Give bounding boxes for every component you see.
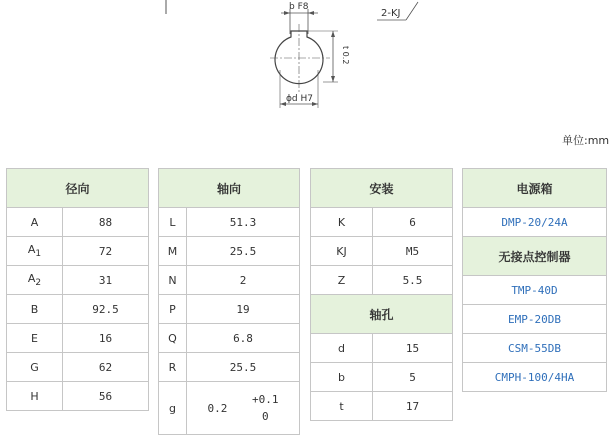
row-key-text: A xyxy=(30,215,39,229)
table-row xyxy=(7,266,149,295)
table-row xyxy=(311,392,453,421)
table-row xyxy=(311,208,453,237)
table-row xyxy=(159,353,300,382)
table-row xyxy=(7,382,149,411)
table-row xyxy=(311,266,453,295)
row-key-subscript: 2 xyxy=(35,278,42,289)
table-row xyxy=(7,324,149,353)
row-key-text: K xyxy=(337,215,346,229)
row-key-text: E xyxy=(31,331,38,345)
power-supply-table xyxy=(462,168,607,392)
row-key-text: M xyxy=(167,244,178,258)
row-key xyxy=(159,295,187,324)
g-tolerance-cell xyxy=(187,382,300,435)
table-row xyxy=(159,237,300,266)
row-value: 51.3 xyxy=(187,208,300,237)
tolerance-lower: 0 xyxy=(261,410,269,423)
row-key-text: KJ xyxy=(336,244,347,258)
row-key xyxy=(159,266,187,295)
row-key xyxy=(311,334,373,363)
row-value: 6.8 xyxy=(187,324,300,353)
row-key xyxy=(311,208,373,237)
table-row xyxy=(7,353,149,382)
row-key-text: A xyxy=(27,271,36,285)
row-key-text: H xyxy=(30,389,39,403)
row-key: g xyxy=(159,382,187,435)
row-value: 25.5 xyxy=(187,353,300,382)
row-key xyxy=(7,266,63,295)
table-row xyxy=(311,363,453,392)
row-value: 88 xyxy=(63,208,149,237)
table-row xyxy=(7,208,149,237)
table-row xyxy=(311,237,453,266)
table-row xyxy=(159,324,300,353)
row-key xyxy=(311,266,373,295)
row-value: 5 xyxy=(373,363,453,392)
row-key-text: L xyxy=(169,215,176,229)
bore-diameter-label: ϕd H7 xyxy=(286,94,314,104)
row-value: 0.2 xyxy=(207,401,228,415)
install-dimensions-table xyxy=(310,168,453,421)
tolerance xyxy=(252,391,279,425)
row-value: 25.5 xyxy=(187,237,300,266)
radial-dimensions-table xyxy=(6,168,149,411)
row-key-subscript: 1 xyxy=(35,249,42,260)
unit-label: 单位:mm xyxy=(562,134,610,147)
row-key xyxy=(7,353,63,382)
table-row xyxy=(159,382,300,435)
row-value: 5.5 xyxy=(373,266,453,295)
table-row xyxy=(7,295,149,324)
table-row xyxy=(159,295,300,324)
row-key-text: R xyxy=(168,360,177,374)
row-value: 15 xyxy=(373,334,453,363)
row-key xyxy=(159,208,187,237)
table-row xyxy=(7,237,149,266)
row-key xyxy=(7,295,63,324)
row-value: 72 xyxy=(63,237,149,266)
row-key xyxy=(7,324,63,353)
row-key-text: b xyxy=(338,370,345,384)
shaft-bore-drawing xyxy=(0,0,613,120)
table-row xyxy=(311,334,453,363)
keyway-depth-label: t 0.2 xyxy=(341,46,350,65)
row-value: 16 xyxy=(63,324,149,353)
table-row xyxy=(463,363,607,392)
row-key-text: d xyxy=(338,341,345,355)
key-width-label: b F8 xyxy=(289,2,309,12)
row-key xyxy=(7,208,63,237)
controller-model-link[interactable]: TMP-40D xyxy=(463,276,607,305)
table-row xyxy=(463,334,607,363)
row-key xyxy=(7,237,63,266)
bore-header: 轴孔 xyxy=(311,295,453,334)
row-key xyxy=(311,392,373,421)
row-value: 92.5 xyxy=(63,295,149,324)
controller-header: 无接点控制器 xyxy=(463,237,607,276)
row-key-text: B xyxy=(30,302,39,316)
row-value: 2 xyxy=(187,266,300,295)
row-value: M5 xyxy=(373,237,453,266)
row-value: 31 xyxy=(63,266,149,295)
power-box-model-link[interactable]: DMP-20/24A xyxy=(463,208,607,237)
axial-header: 轴向 xyxy=(159,169,300,208)
controller-model-link[interactable]: CSM-55DB xyxy=(463,334,607,363)
row-key-text: P xyxy=(169,302,176,316)
row-key-text: t xyxy=(339,399,344,413)
row-key-text: Q xyxy=(168,331,177,345)
row-key xyxy=(159,324,187,353)
row-key xyxy=(159,237,187,266)
table-row xyxy=(463,305,607,334)
axial-dimensions-table xyxy=(158,168,300,435)
row-value: 19 xyxy=(187,295,300,324)
row-value: 62 xyxy=(63,353,149,382)
power-box-header: 电源箱 xyxy=(463,169,607,208)
kj-label: 2-KJ xyxy=(381,8,401,19)
controller-model-link[interactable]: EMP-20DB xyxy=(463,305,607,334)
row-key xyxy=(159,353,187,382)
table-row xyxy=(159,208,300,237)
row-value: 56 xyxy=(63,382,149,411)
row-key-text: G xyxy=(30,360,39,374)
tolerance-upper: +0.1 xyxy=(252,393,279,406)
install-header: 安装 xyxy=(311,169,453,208)
row-key-text: N xyxy=(168,273,177,287)
row-key xyxy=(311,363,373,392)
row-key-text: A xyxy=(27,242,36,256)
controller-model-link[interactable]: CMPH-100/4HA xyxy=(463,363,607,392)
row-key xyxy=(7,382,63,411)
table-row xyxy=(463,276,607,305)
table-row xyxy=(159,266,300,295)
row-value: 6 xyxy=(373,208,453,237)
radial-header: 径向 xyxy=(7,169,149,208)
row-key xyxy=(311,237,373,266)
row-key-text: Z xyxy=(337,273,346,287)
row-value: 17 xyxy=(373,392,453,421)
